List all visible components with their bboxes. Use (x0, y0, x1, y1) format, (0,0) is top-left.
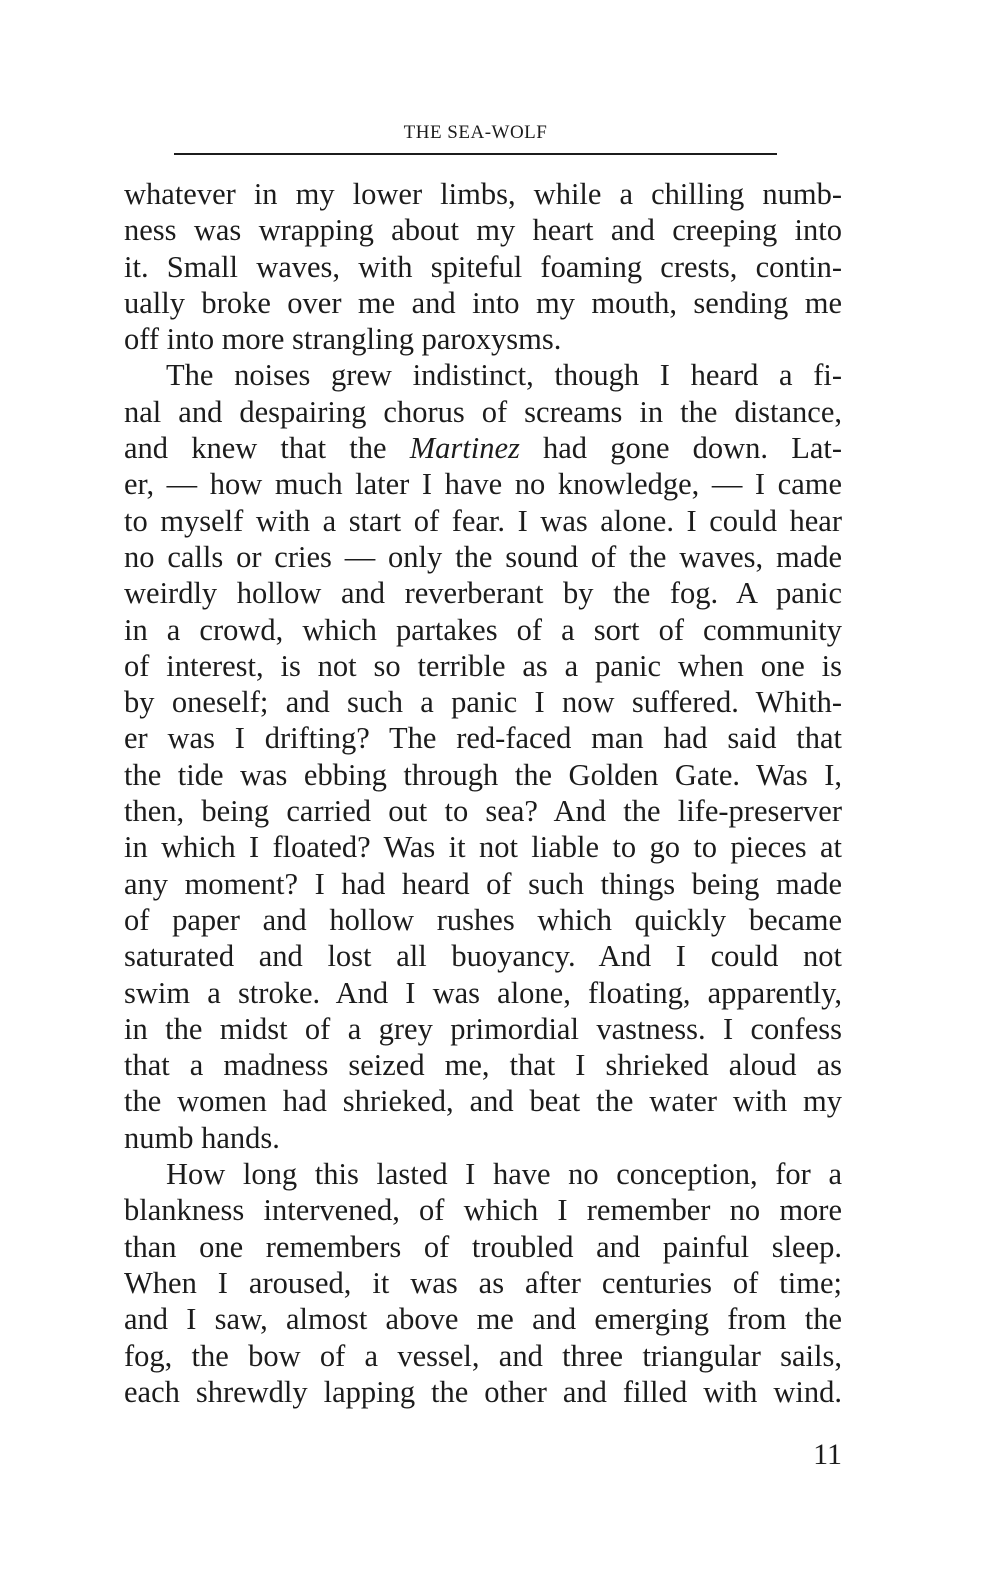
text-line: it. Small waves, with spiteful foaming crests, contin- (124, 249, 842, 284)
text-line: the women had shrieked, and beat the water with my (124, 1084, 842, 1119)
paragraph (124, 1156, 842, 1410)
text-line: no calls or cries — only the sound of the waves, made (124, 539, 842, 574)
text-line: er, — how much later I have no knowledge, — I came (124, 467, 842, 502)
paragraph (124, 357, 842, 1156)
text-line: in a crowd, which partakes of a sort of community (124, 612, 842, 647)
text-line: that a madness seized me, that I shrieked aloud as (124, 1048, 842, 1083)
text-run: and knew that the (124, 431, 410, 466)
ship-name-italic: Martinez (409, 431, 520, 466)
text-line: in which I floated? Was it not liable to go to pieces at (124, 830, 842, 865)
text-line: ness was wrapping about my heart and creeping into (124, 213, 842, 248)
text-line: fog, the bow of a vessel, and three triangular sails, (124, 1338, 842, 1373)
text-line: er was I drifting? The red-faced man had said that (124, 721, 842, 756)
text-line: than one remembers of troubled and painful sleep. (124, 1229, 842, 1264)
text-line: The noises grew indistinct, though I heard a fi- (166, 358, 842, 393)
header-rule (174, 153, 777, 155)
text-line: swim a stroke. And I was alone, floating, apparently, (124, 975, 842, 1010)
text-line: of interest, is not so terrible as a panic when one is (124, 648, 842, 683)
text-line: each shrewdly lapping the other and filled with wind. (124, 1374, 842, 1409)
text-run: had gone down. Lat- (519, 431, 842, 466)
text-line: nal and despairing chorus of screams in the distance, (124, 394, 842, 429)
body-text (124, 176, 842, 1410)
text-line (124, 430, 842, 466)
paragraph (124, 176, 842, 357)
text-line: blankness intervened, of which I remember no more (124, 1193, 842, 1228)
page-number: 11 (813, 1438, 842, 1471)
text-line: and I saw, almost above me and emerging from the (124, 1302, 842, 1337)
text-line: How long this lasted I have no conception, for a (166, 1157, 842, 1192)
text-line: weirdly hollow and reverberant by the fog. A panic (124, 576, 842, 611)
text-line: ually broke over me and into my mouth, sending me (124, 285, 842, 320)
text-line: to myself with a start of fear. I was alone. I could hear (124, 503, 842, 538)
text-line: saturated and lost all buoyancy. And I could not (124, 939, 842, 974)
text-line: any moment? I had heard of such things being made (124, 866, 842, 901)
running-head: THE SEA-WOLF (403, 122, 548, 143)
text-line: of paper and hollow rushes which quickly became (124, 902, 842, 937)
text-line: then, being carried out to sea? And the life-preserver (124, 794, 842, 829)
text-line: off into more strangling paroxysms. (124, 322, 562, 357)
text-line: in the midst of a grey primordial vastness. I confess (124, 1011, 842, 1046)
text-line: by oneself; and such a panic I now suffered. Whith- (124, 685, 842, 720)
text-line: numb hands. (124, 1120, 280, 1155)
text-line: the tide was ebbing through the Golden Gate. Was I, (124, 757, 842, 792)
text-line: whatever in my lower limbs, while a chilling numb- (124, 177, 842, 211)
text-line: When I aroused, it was as after centuries of time; (124, 1265, 842, 1300)
